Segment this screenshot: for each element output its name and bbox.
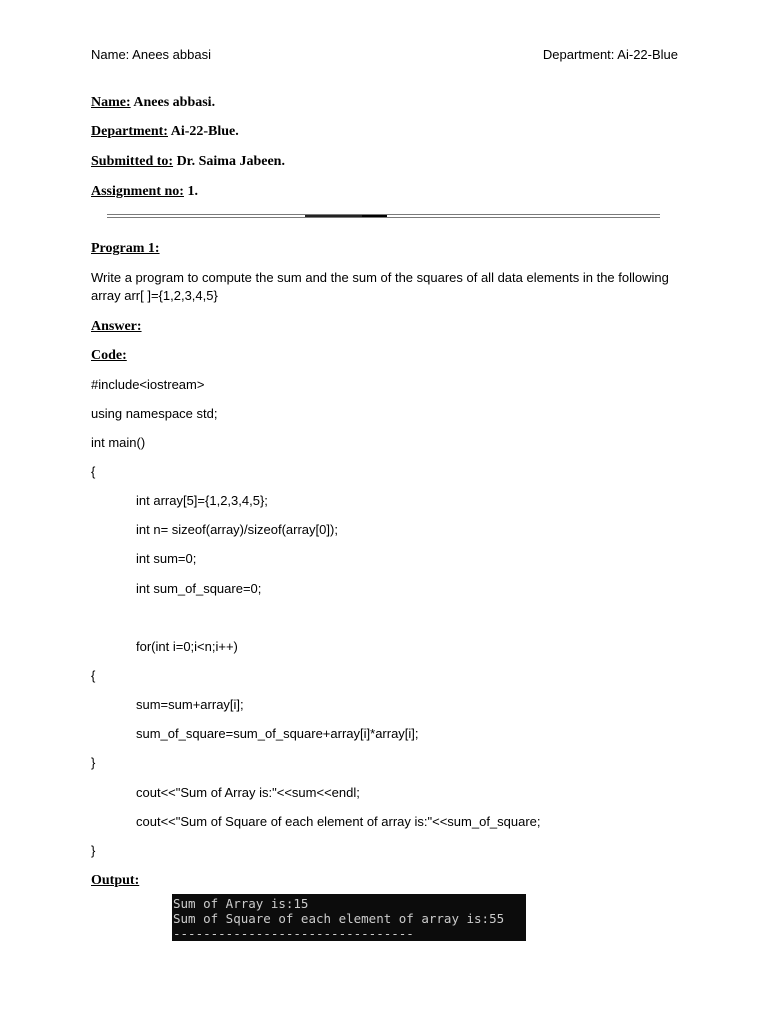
code-line: int array[5]={1,2,3,4,5}; — [136, 493, 268, 508]
code-line: } — [91, 755, 96, 770]
department-label: Department: — [91, 124, 168, 139]
code-line: cout<<"Sum of Square of each element of array is:"<<sum_of_square; — [136, 814, 541, 829]
code-line: int main() — [91, 435, 146, 450]
code-line: for(int i=0;i<n;i++) — [136, 639, 238, 654]
code-line: sum_of_square=sum_of_square+array[i]*array[i]; — [136, 726, 419, 741]
program-description: Write a program to compute the sum and the sum of the squares of all data elements in the following array arr[ ]={1,2,3,4,5} — [91, 270, 669, 303]
console-line: -------------------------------- — [173, 926, 414, 941]
name-label: Name: — [91, 95, 131, 110]
code-label: Code: — [91, 348, 127, 363]
code-line: using namespace std; — [91, 406, 218, 421]
department-value: Ai-22-Blue. — [167, 124, 239, 139]
code-line: int n= sizeof(array)/sizeof(array[0]); — [136, 522, 338, 537]
answer-label: Answer: — [91, 319, 142, 334]
code-line: sum=sum+array[i]; — [136, 697, 244, 712]
submitted-label: Submitted to: — [91, 154, 174, 169]
output-label: Output: — [91, 873, 140, 888]
submitted-line — [91, 153, 285, 171]
code-line: { — [91, 464, 96, 479]
console-line: Sum of Square of each element of array is:55 — [173, 911, 505, 926]
code-line: int sum_of_square=0; — [136, 581, 262, 596]
submitted-value: Dr. Saima Jabeen. — [173, 154, 285, 169]
header-department: Department: Ai-22-Blue — [542, 47, 678, 62]
console-output-screenshot — [172, 894, 526, 941]
assignment-line — [91, 183, 198, 201]
code-line: { — [91, 668, 96, 683]
program-title: Program 1: — [91, 241, 160, 256]
code-line: cout<<"Sum of Array is:"<<sum<<endl; — [136, 785, 360, 800]
console-line: Sum of Array is:15 — [173, 896, 309, 911]
department-line — [91, 123, 239, 141]
assignment-label: Assignment no: — [91, 184, 184, 199]
name-line — [91, 94, 215, 112]
code-line: #include<iostream> — [91, 377, 205, 392]
name-value: Anees abbasi. — [130, 95, 216, 110]
assignment-value: 1. — [183, 184, 198, 199]
header-name: Name: Anees abbasi — [91, 47, 211, 62]
code-line: } — [91, 843, 96, 858]
code-line: int sum=0; — [136, 551, 197, 566]
